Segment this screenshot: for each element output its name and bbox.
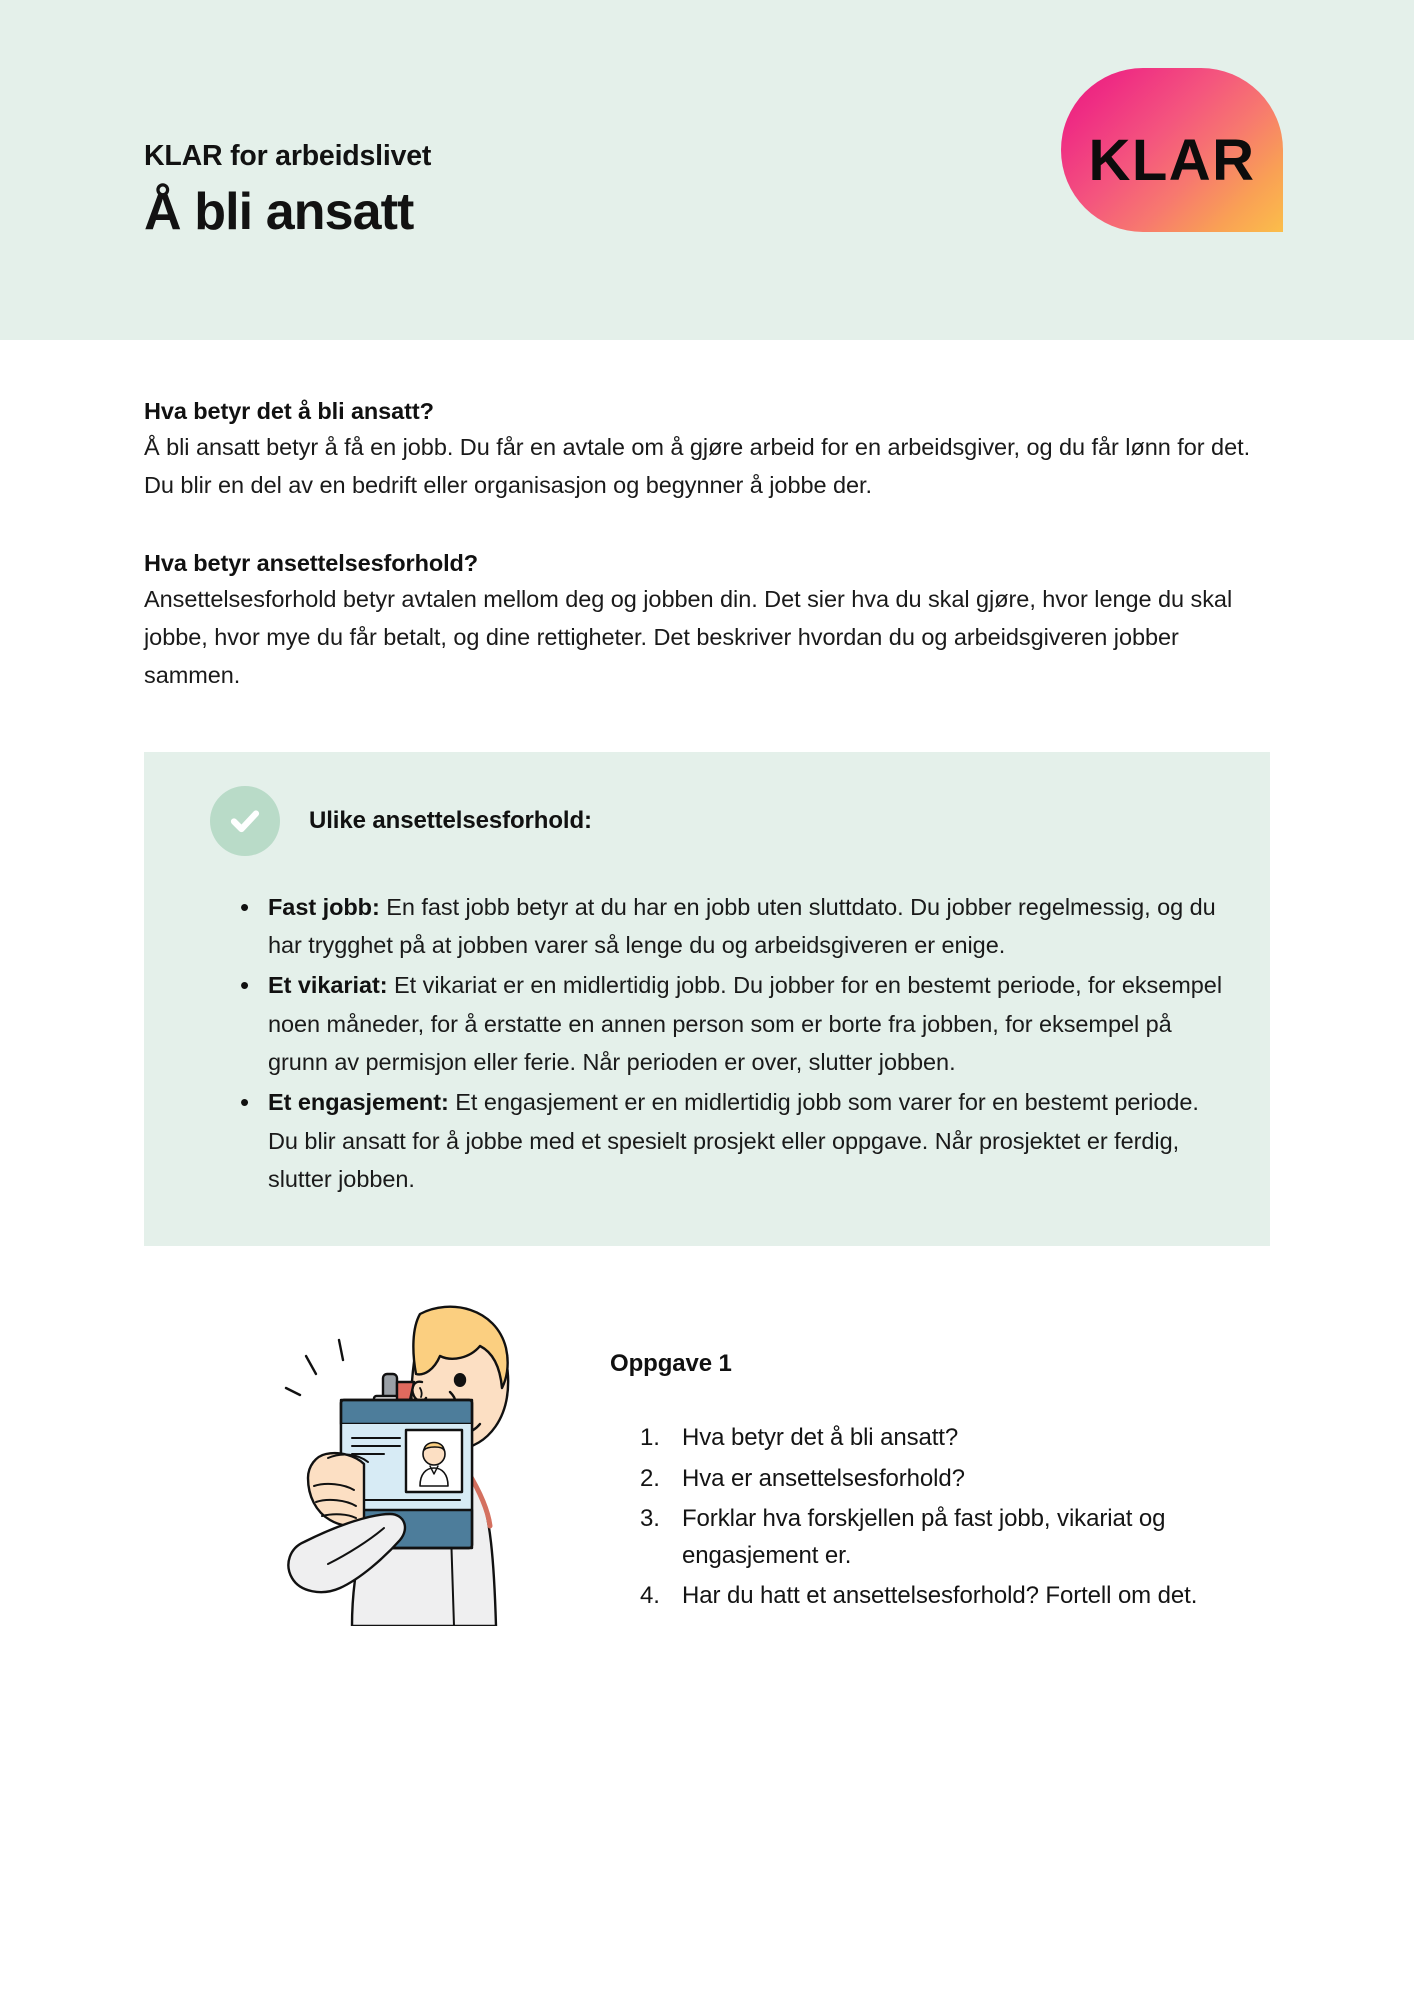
list-item: Hva betyr det å bli ansatt? xyxy=(682,1424,959,1452)
list-item-term: Et engasjement: xyxy=(268,1089,449,1116)
page-title: Å bli ansatt xyxy=(144,182,414,241)
section-heading: Hva betyr ansettelsesforhold? xyxy=(144,549,479,576)
callout-title: Ulike ansettelsesforhold: xyxy=(309,806,592,834)
header-text-group xyxy=(144,140,431,241)
list-item-text: Et vikariat er en midlertidig jobb. Du jobber for en bestemt periode, for eksempel noen måneder, for å erstatte en annen person som er borte fra jobben, for eksempel på grunn av permisjon eller ferie. Når perioden er over, slutter jobben. xyxy=(268,972,1222,1075)
list-item-text: Et engasjement er en midlertidig jobb som varer for en bestemt periode. Du blir ansatt for å jobbe med et spesielt prosjekt eller oppgave. Når prosjektet er ferdig, slutter jobben. xyxy=(268,1089,1199,1192)
section-hva-betyr-det-a-bli-ansatt xyxy=(144,396,1270,504)
klar-logo-wordmark: KLAR xyxy=(1088,128,1256,193)
section-heading: Hva betyr det å bli ansatt? xyxy=(144,398,434,424)
list-item xyxy=(234,888,1226,965)
list-item: Hva er ansettelsesforhold? xyxy=(682,1464,965,1492)
list-item-term: Et vikariat: xyxy=(268,972,388,999)
section-body: Å bli ansatt betyr å få en jobb. Du får en avtale om å gjøre arbeid for en arbeidsgiver, og du får lønn for det. Du blir en del av en bedrift eller organisasjon og begynner å jobbe der. xyxy=(144,433,1251,498)
task-title: Oppgave 1 xyxy=(610,1350,732,1378)
task-question-list xyxy=(610,1420,1270,1614)
list-item xyxy=(234,1083,1226,1198)
section-body: Ansettelsesforhold betyr avtalen mellom deg og jobben din. Det sier hva du skal gjøre, hvor lenge du skal jobbe, hvor mye du får betalt, og dine rettigheter. Det beskriver hvordan du og arbeidsgiveren jobber sammen. xyxy=(144,585,1233,688)
list-item xyxy=(234,966,1226,1081)
task-text-column xyxy=(564,1294,1270,1618)
list-item-text: En fast jobb betyr at du har en jobb uten sluttdato. Du jobber regelmessig, og du har trygghet på at jobben varer så lenge du og arbeidsgiveren er enige. xyxy=(268,893,1216,959)
task-section xyxy=(144,1294,1270,1631)
list-item: Har du hatt et ansettelsesforhold? Fortell om det. xyxy=(682,1582,1198,1609)
person-holding-id-badge-illustration xyxy=(244,1296,564,1631)
list-item: Forklar hva forskjellen på fast jobb, vikariat og engasjement er. xyxy=(682,1505,1166,1569)
header-eyebrow: KLAR for arbeidslivet xyxy=(144,140,432,172)
page-header xyxy=(0,0,1414,340)
callout-header xyxy=(188,786,1226,856)
employment-types-list xyxy=(188,888,1226,1198)
check-circle-icon xyxy=(210,786,280,856)
callout-box xyxy=(144,752,1270,1246)
list-item-term: Fast jobb: xyxy=(268,893,380,920)
klar-logo xyxy=(1061,68,1283,232)
page-content xyxy=(0,340,1414,1631)
section-hva-betyr-ansettelsesforhold xyxy=(144,548,1270,694)
